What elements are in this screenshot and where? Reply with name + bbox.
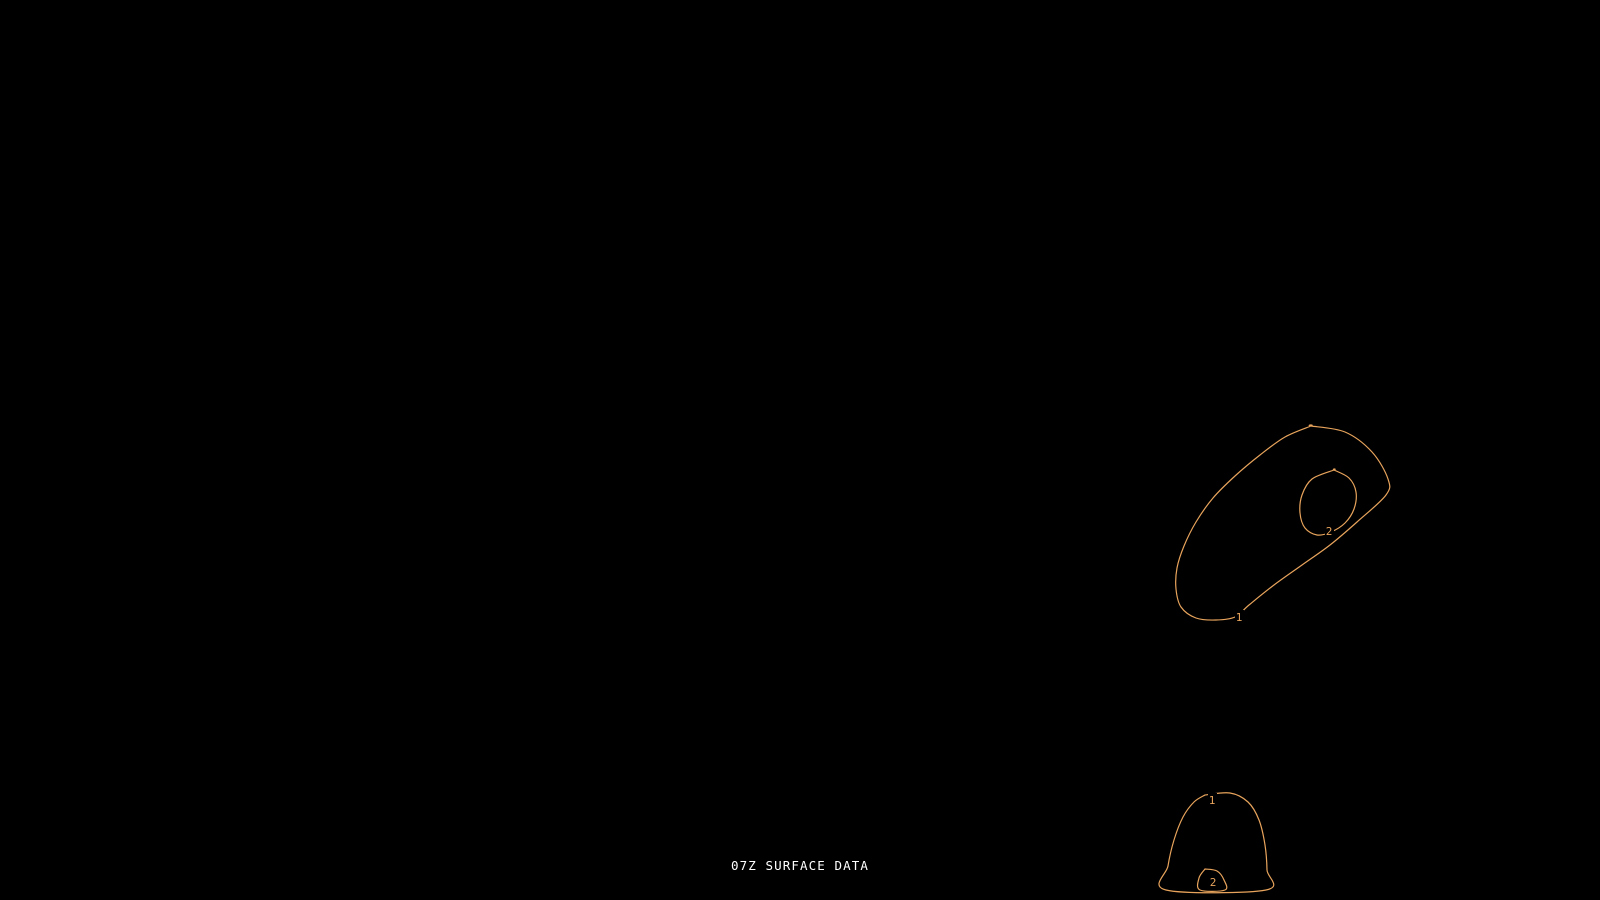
contour-label: 1: [1208, 794, 1216, 807]
contour-group: [1300, 469, 1356, 538]
contour-label: 2: [1325, 525, 1333, 538]
caption-text: 07Z SURFACE DATA: [730, 858, 869, 873]
contour-label: 2: [1209, 876, 1217, 889]
contour-line: [1176, 425, 1390, 620]
contour-group: [1176, 425, 1390, 624]
contour-label: 1: [1235, 611, 1243, 624]
